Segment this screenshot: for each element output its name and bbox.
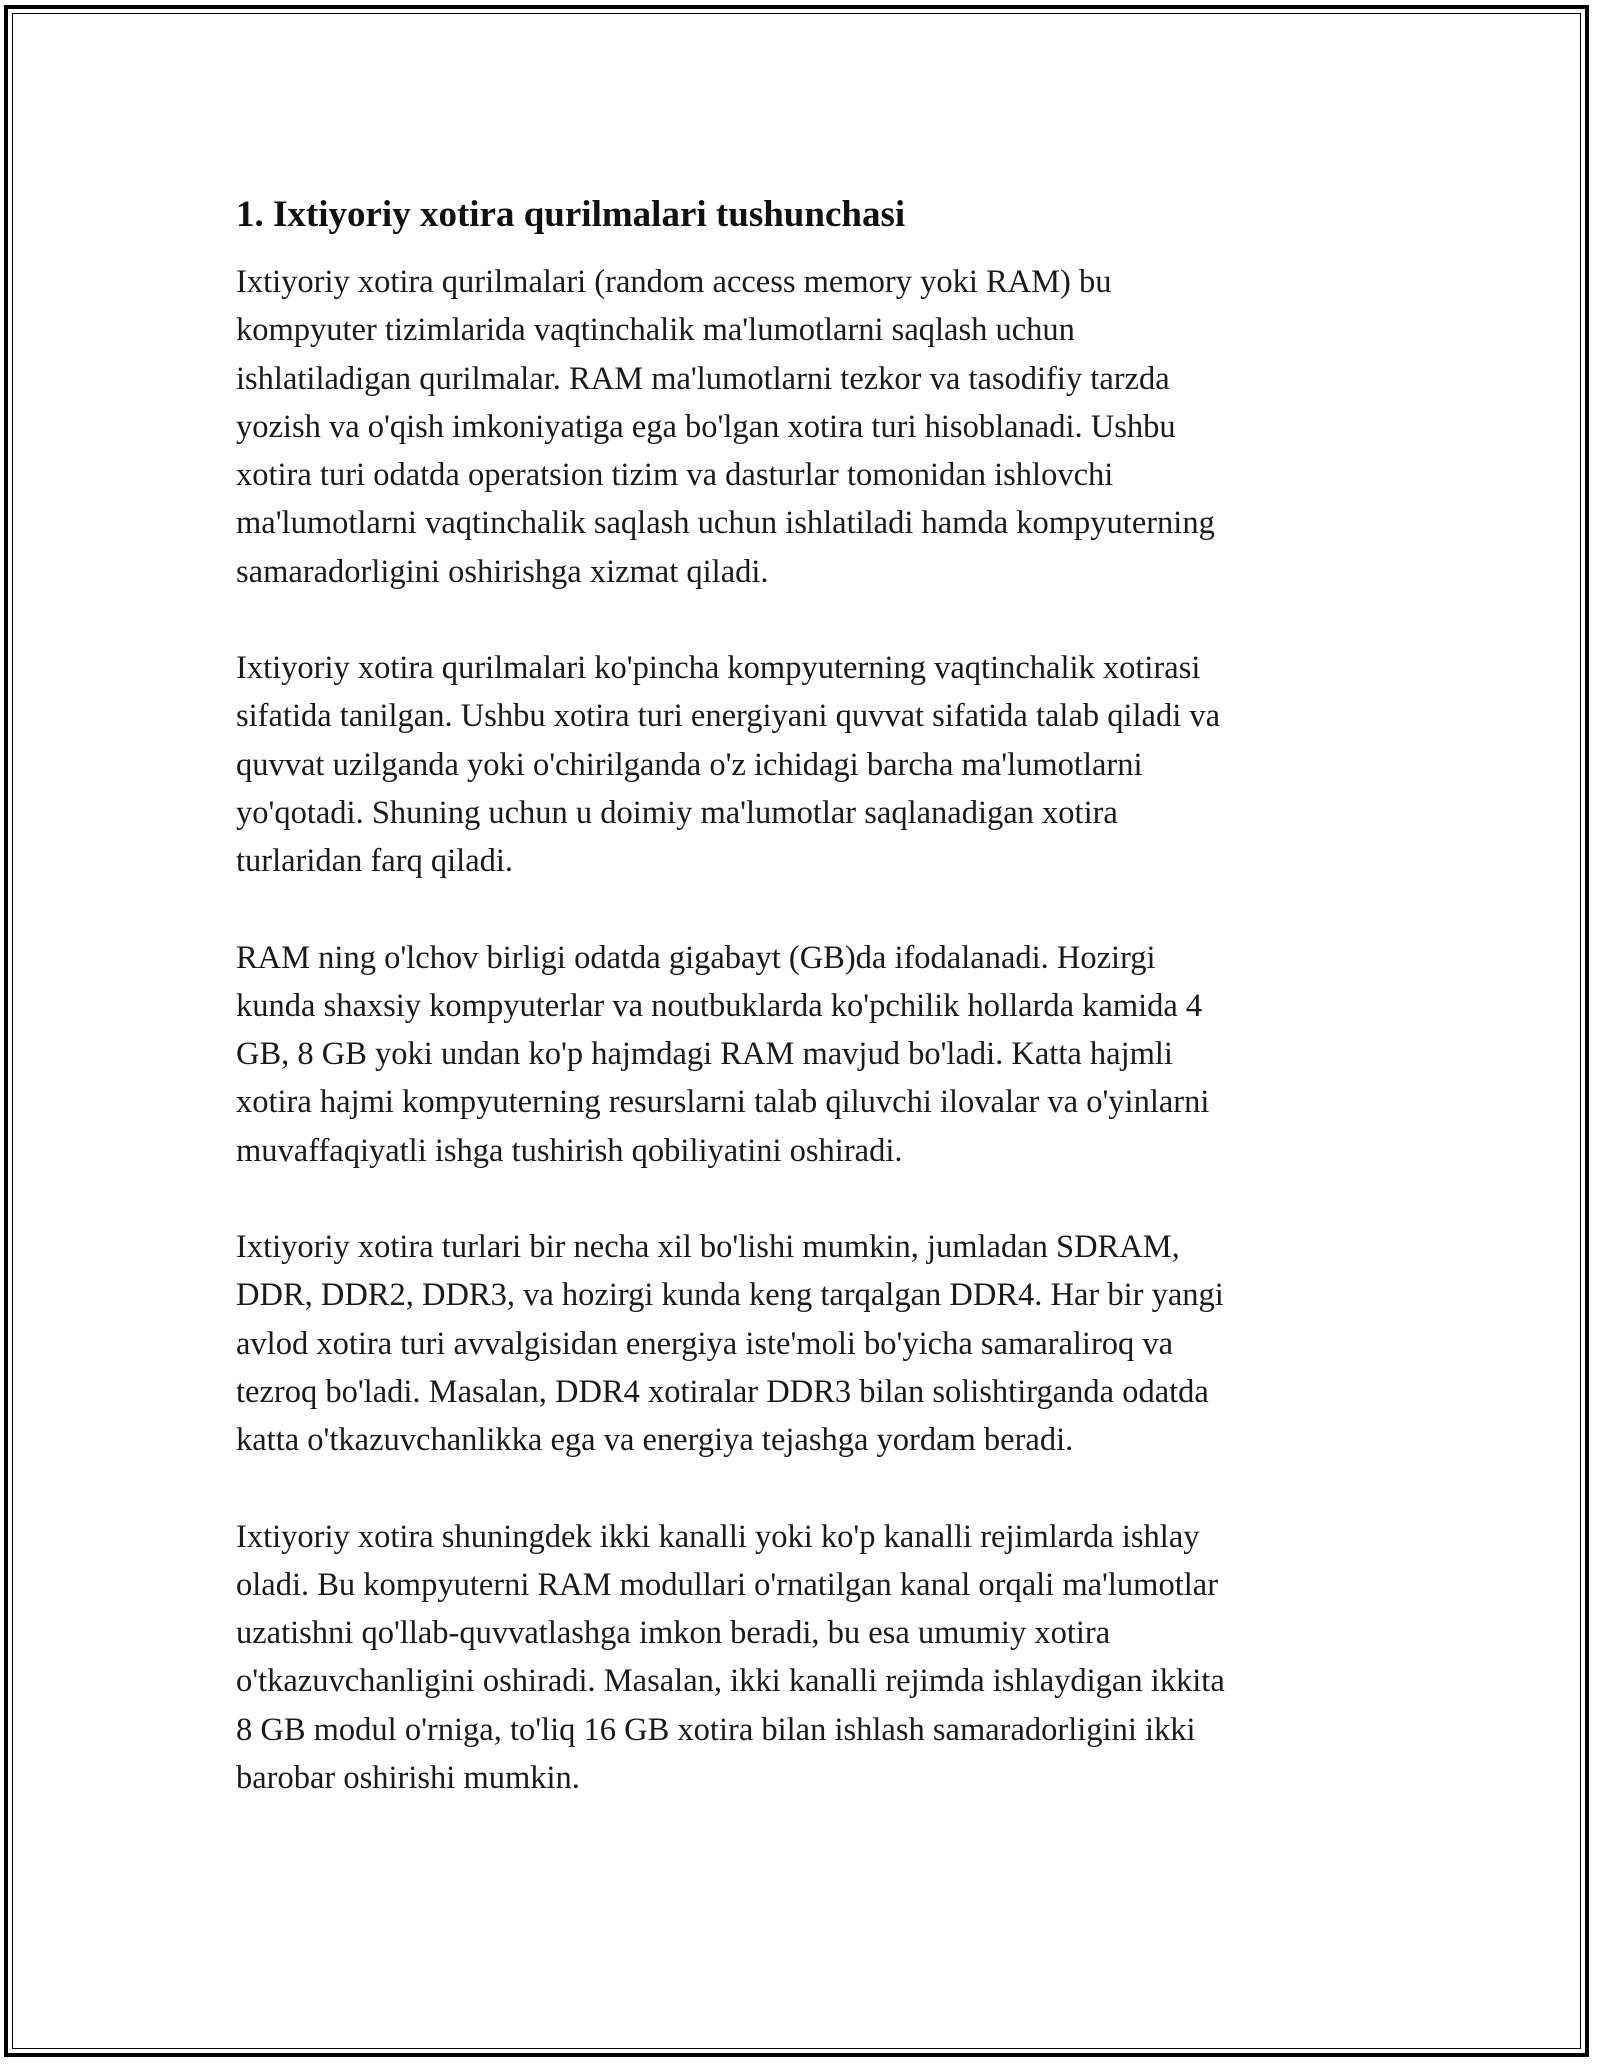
text-line: Ixtiyoriy xotira qurilmalari ko'pincha kompyuterning vaqtinchalik xotirasi — [236, 650, 1201, 687]
text-line: kunda shaxsiy kompyuterlar va noutbuklarda ko'pchilik hollarda kamida 4 — [236, 987, 1203, 1024]
document-body — [236, 190, 1366, 1802]
text-line: oladi. Bu kompyuterni RAM modullari o'rnatilgan kanal orqali ma'lumotlar — [236, 1566, 1219, 1603]
text-line: GB, 8 GB yoki undan ko'p hajmdagi RAM mavjud bo'ladi. Katta hajmli — [236, 1036, 1173, 1073]
text-line: samaradorligini oshirishga xizmat qiladi. — [236, 553, 769, 590]
text-line: ma'lumotlarni vaqtinchalik saqlash uchun ishlatiladi hamda kompyuterning — [236, 505, 1215, 542]
text-line: Ixtiyoriy xotira turlari bir necha xil bo'lishi mumkin, jumladan SDRAM, — [236, 1229, 1180, 1266]
text-line: RAM ning o'lchov birligi odatda gigabayt (GB)da ifodalanadi. Hozirgi — [236, 939, 1156, 976]
section-heading: 1. Ixtiyoriy xotira qurilmalari tushunchasi — [236, 194, 906, 235]
paragraph-memory-types — [236, 1223, 1366, 1464]
text-line: avlod xotira turi avvalgisidan energiya iste'moli bo'yicha samaraliroq va — [236, 1325, 1174, 1362]
text-line: turlaridan farq qiladi. — [236, 843, 514, 880]
text-line: o'tkazuvchanligini oshiradi. Masalan, ikki kanalli rejimda ishlaydigan ikkita — [236, 1663, 1225, 1700]
text-line: quvvat uzilganda yoki o'chirilganda o'z ichidagi barcha ma'lumotlarni — [236, 746, 1143, 783]
text-line: katta o'tkazuvchanlikka ega va energiya tejashga yordam beradi. — [236, 1422, 1074, 1459]
text-line: 8 GB modul o'rniga, to'liq 16 GB xotira bilan ishlash samaradorligini ikki — [236, 1711, 1196, 1748]
text-line: barobar oshirishi mumkin. — [236, 1760, 580, 1797]
text-line: yo'qotadi. Shuning uchun u doimiy ma'lumotlar saqlanadigan xotira — [236, 794, 1118, 831]
text-line: yozish va o'qish imkoniyatiga ega bo'lgan xotira turi hisoblanadi. Ushbu — [236, 408, 1176, 445]
text-line: Ixtiyoriy xotira qurilmalari (random access memory yoki RAM) bu — [236, 264, 1112, 300]
paragraph-dual-channel — [236, 1513, 1366, 1803]
text-line: xotira hajmi kompyuterning resurslarni talab qiluvchi ilovalar va o'yinlarni — [236, 1084, 1210, 1121]
text-line: uzatishni qo'llab-quvvatlashga imkon beradi, bu esa umumiy xotira — [236, 1615, 1111, 1652]
text-line: muvaffaqiyatli ishga tushirish qobiliyatini oshiradi. — [236, 1132, 903, 1169]
text-line: DDR, DDR2, DDR3, va hozirgi kunda keng tarqalgan DDR4. Har bir yangi — [236, 1277, 1224, 1314]
paragraph-volatile-memory — [236, 644, 1366, 885]
text-line: sifatida tanilgan. Ushbu xotira turi energiyani quvvat sifatida talab qiladi va — [236, 698, 1221, 735]
paragraph-ram-definition — [236, 258, 1366, 596]
text-line: kompyuter tizimlarida vaqtinchalik ma'lumotlarni saqlash uchun — [236, 312, 1075, 349]
text-line: tezroq bo'ladi. Masalan, DDR4 xotiralar DDR3 bilan solishtirganda odatda — [236, 1373, 1209, 1410]
text-line: ishlatiladigan qurilmalar. RAM ma'lumotlarni tezkor va tasodifiy tarzda — [236, 360, 1170, 397]
text-line: Ixtiyoriy xotira shuningdek ikki kanalli yoki ko'p kanalli rejimlarda ishlay — [236, 1518, 1200, 1555]
text-line: xotira turi odatda operatsion tizim va dasturlar tomonidan ishlovchi — [236, 457, 1114, 494]
paragraph-capacity — [236, 934, 1366, 1175]
